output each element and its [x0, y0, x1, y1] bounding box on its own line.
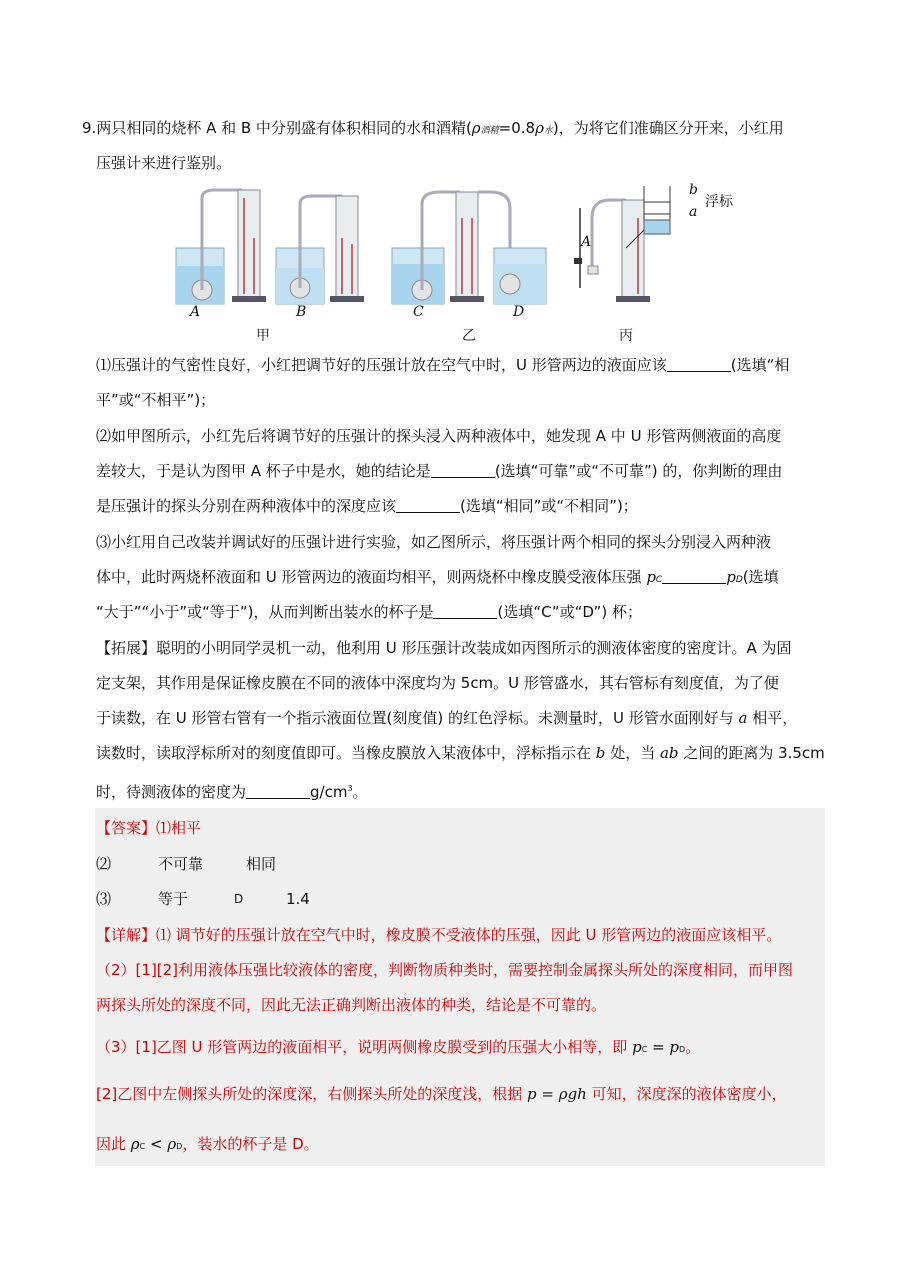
p-symbol: p	[632, 1038, 642, 1056]
p-symbol: p	[726, 568, 736, 586]
detail-label: 【详解】	[96, 926, 157, 944]
caption-jia: 甲	[256, 328, 270, 344]
subscript-d: D	[679, 1045, 686, 1054]
detail-text: 。	[685, 1038, 701, 1056]
ext-line4	[96, 742, 825, 764]
part3-choice: (选填	[742, 568, 779, 586]
answer-blank[interactable]	[246, 782, 310, 799]
part3-line1: ⑶小红用自己改装并调试好的压强计进行实验，如乙图所示，将压强计两个相同的探头分别浸入两种液	[96, 533, 772, 551]
detail-text: 可知，深度深的液体密度小，	[591, 1085, 787, 1103]
answer-value: 相同	[246, 855, 277, 873]
part2-text: 是压强计的探头分别在两种液体中的深度应该	[96, 497, 397, 515]
question-intro-line2: 压强计来进行鉴别。	[96, 154, 232, 172]
part2-line2	[96, 460, 782, 482]
detail-line6	[96, 1133, 319, 1158]
answer-value: 等于	[158, 890, 189, 908]
rho-symbol: ρ	[167, 1135, 177, 1153]
label-d: D	[513, 304, 525, 320]
answer-blank[interactable]	[433, 602, 497, 619]
answer-blank[interactable]	[431, 461, 495, 478]
part3-choice: (选填“C”或“D”) 杯；	[497, 603, 642, 621]
answer-part1: ⑴相平	[156, 819, 202, 837]
part3-text: “大于”“小于”或“等于”)，从而判断出装水的杯子是	[96, 603, 434, 621]
rho-symbol: ρ	[535, 119, 544, 137]
beaker-c	[392, 192, 460, 304]
ext-text: 相平，	[752, 709, 798, 727]
ext-line3	[96, 707, 797, 729]
answer-value: 不可靠	[158, 855, 204, 873]
answer-label: 【答案】	[96, 819, 157, 837]
detail-line3: 两探头所处的深度不同，因此无法正确判断出液体的种类，结论是不可靠的。	[96, 996, 607, 1014]
answer-line2	[96, 853, 277, 875]
part3-line2	[96, 566, 779, 591]
part1-choice: (选填“相	[730, 356, 790, 374]
superscript-3: 3	[347, 784, 353, 793]
part3-text: 体中，此时两烧杯液面和 U 形管两边的液面均相平，则两烧杯中橡皮膜受液体压强	[96, 568, 642, 586]
answer-line1	[96, 817, 201, 839]
part1-line1	[96, 354, 789, 376]
label-b-mark: b	[689, 182, 698, 198]
intro-tail: )，为将它们准确区分开来，小红用	[552, 119, 784, 137]
experiment-figure	[160, 178, 760, 348]
rho-symbol: ρ	[471, 119, 481, 137]
answer-num: ⑶	[96, 890, 112, 908]
rho-equals: =0.8	[498, 119, 536, 137]
label-a-mark: a	[689, 204, 698, 220]
ext-text: 读数时，读取浮标所对的刻度值即可。当橡皮膜放入某液体中，浮标指示在	[96, 744, 592, 762]
ext-text: 。	[352, 783, 368, 801]
letters-ab: ab	[659, 744, 679, 762]
subscript-d: D	[735, 575, 743, 585]
answer-blank[interactable]	[396, 496, 460, 513]
label-float: 浮标	[705, 194, 733, 210]
label-c: C	[413, 304, 424, 320]
subscript-alcohol: 酒精	[480, 126, 499, 136]
subscript-c: C	[655, 575, 663, 585]
ext-line2: 定支架，其作用是保证橡皮膜在不同的液体中深度均为 5cm。U 形管盛水，其右管标有刻度值，为了便	[96, 674, 779, 692]
detail-line4	[96, 1036, 700, 1061]
beaker-b	[276, 196, 342, 304]
label-b: B	[296, 304, 307, 320]
part3-line3	[96, 601, 642, 623]
caption-yi: 乙	[462, 328, 476, 344]
answer-blank[interactable]	[667, 355, 731, 372]
unit-text: g/cm	[310, 783, 348, 801]
answer-value: 1.4	[286, 890, 310, 908]
detail-text: 因此	[96, 1135, 127, 1153]
p-symbol: p	[669, 1038, 680, 1056]
part2-line3	[96, 495, 638, 517]
beaker-a	[176, 190, 242, 304]
letter-a: a	[738, 709, 748, 727]
ext-line1: 【拓展】聪明的小明同学灵机一动，他利用 U 形压强计改装成如丙图所示的测液体密度的密度计。A 为固	[96, 639, 792, 657]
caption-bing: 丙	[619, 328, 633, 344]
answer-panel	[95, 808, 825, 1166]
question-number: 9.	[82, 119, 97, 137]
detail-text: （3）[1]乙图 U 形管两边的液面相平，说明两侧橡皮膜受到的压强大小相等，即	[96, 1038, 628, 1056]
u-tube-jia-2	[330, 196, 364, 302]
density-inequality	[131, 1135, 183, 1153]
beaker-d	[494, 248, 546, 304]
ext-text: 时，待测液体的密度为	[96, 783, 247, 801]
part1-text: ⑴压强计的气密性良好，小红把调节好的压强计放在空气中时，U 形管两边的液面应该	[96, 356, 667, 374]
pressure-equation	[632, 1038, 685, 1056]
subscript-c: C	[139, 1142, 146, 1151]
less-than: <	[145, 1135, 168, 1153]
p-symbol: p	[646, 568, 656, 586]
part2-line1: ⑵如甲图所示，小红先后将调节好的压强计的探头浸入两种液体中，她发现 A 中 U 形管两侧液面的高度	[96, 427, 782, 445]
answer-line3	[96, 888, 310, 910]
u-tube-jia	[232, 190, 266, 302]
detail-text: ，装水的杯子是 D。	[182, 1135, 319, 1153]
detail-line1	[96, 924, 781, 946]
subscript-c: C	[641, 1045, 648, 1054]
part2-choice: (选填“相同”或“不相同”)；	[460, 497, 638, 515]
formula: p = ρgh	[527, 1085, 587, 1103]
answer-num: ⑵	[96, 855, 112, 873]
part1-line2: 平”或“不相平”)；	[96, 391, 216, 409]
detail-text: [2]乙图中左侧探头所处的深度深，右侧探头所处的深度浅，根据	[96, 1085, 523, 1103]
ext-text: 之间的距离为 3.5cm	[683, 744, 825, 762]
label-a-stand: A	[581, 234, 592, 250]
part2-choice: (选填“可靠”或“不可靠”) 的，你判断的理由	[494, 462, 783, 480]
equals-sign: =	[647, 1038, 670, 1056]
subscript-water: 水	[543, 126, 553, 136]
detail-line2: （2）[1][2]利用液体压强比较液体的密度，判断物质种类时，需要控制金属探头所处的深度相同，而甲图	[96, 961, 794, 979]
answer-value: D	[234, 892, 244, 906]
detail-text: ⑴ 调节好的压强计放在空气中时，橡皮膜不受液体的压强，因此 U 形管两边的液面应该相平。	[156, 926, 782, 944]
answer-blank[interactable]	[662, 567, 726, 584]
ext-text: 处，当	[610, 744, 656, 762]
detail-line5	[96, 1083, 787, 1105]
question-intro-line1	[82, 117, 784, 142]
part2-text: 差较大，于是认为图甲 A 杯子中是水，她的结论是	[96, 462, 431, 480]
label-a: A	[190, 304, 201, 320]
letter-b: b	[595, 744, 606, 762]
ext-text: 于读数，在 U 形管右管有一个指示液面位置(刻度值) 的红色浮标。未测量时，U 形管水面刚好与	[96, 709, 734, 727]
intro-text: 两只相同的烧杯 A 和 B 中分别盛有体积相同的水和酒精(	[96, 119, 472, 137]
subscript-d: D	[176, 1142, 183, 1151]
ext-line5	[96, 778, 368, 803]
rho-symbol: ρ	[130, 1135, 140, 1153]
